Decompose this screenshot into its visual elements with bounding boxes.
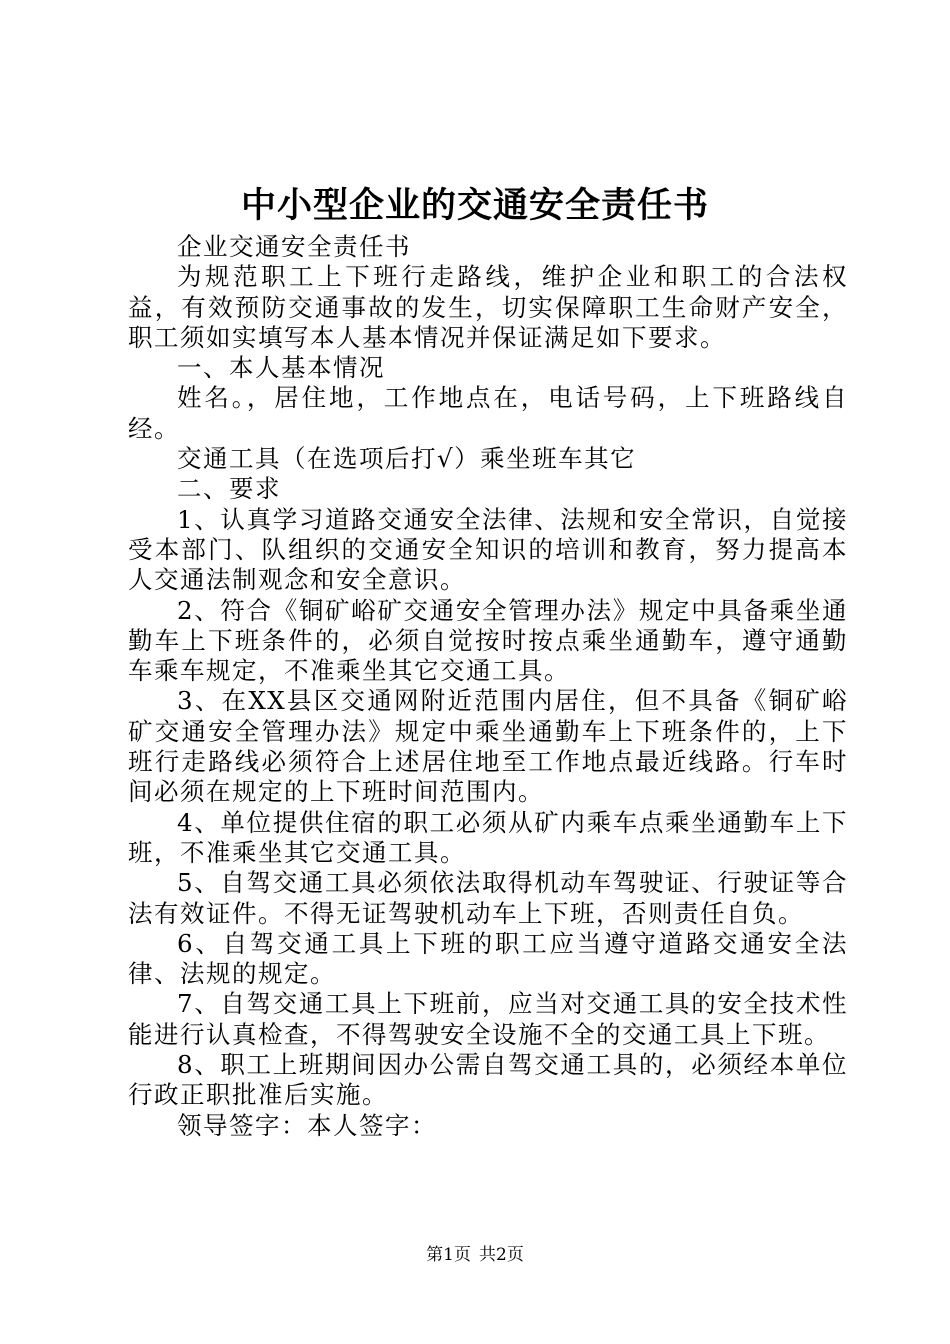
signature-line: 领导签字：本人签字： [177,1110,437,1140]
requirement-item: 7、自驾交通工具上下班前，应当对交通工具的安全技术性能进行认真检查，不得驾驶安全设施不全的交通工具上下班。 [128,989,848,1049]
basic-info-paragraph: 姓名。，居住地，工作地点在，电话号码，上下班路线自经。 [128,383,848,443]
intro-paragraph: 为规范职工上下班行走路线，维护企业和职工的合法权益，有效预防交通事故的发生，切实保障职工生命财产安全，职工须如实填写本人基本情况并保证满足如下要求。 [128,262,848,352]
requirement-item: 5、自驾交通工具必须依法取得机动车驾驶证、行驶证等合法有效证件。不得无证驾驶机动车上下班，否则责任自负。 [128,868,848,928]
section-heading-requirements: 二、要求 [177,474,281,504]
requirement-item: 8、职工上班期间因办公需自驾交通工具的，必须经本单位行政正职批准后实施。 [128,1050,848,1110]
page-title: 中小型企业的交通安全责任书 [240,185,709,226]
subtitle-paragraph: 企业交通安全责任书 [177,232,411,261]
transport-option-paragraph: 交通工具（在选项后打√）乘坐班车其它 [177,444,637,474]
section-heading-basic-info: 一、本人基本情况 [177,353,385,383]
requirement-item: 3、在XX县区交通网附近范围内居住，但不具备《铜矿峪矿交通安全管理办法》规定中乘坐通勤车上下班条件的，上下班行走路线必须符合上述居住地至工作地点最近线路。行车时间必须在规定的上下班时间范围内。 [128,686,848,807]
page-total: 共2页 [479,1245,524,1265]
requirement-item: 6、自驾交通工具上下班的职工应当遵守道路交通安全法律、法规的规定。 [128,928,848,989]
requirement-item: 1、认真学习道路交通安全法律、法规和安全常识，自觉接受本部门、队组织的交通安全知识的培训和教育，努力提高本人交通法制观念和安全意识。 [128,504,848,595]
page-footer [0,1244,950,1266]
requirement-item: 2、符合《铜矿峪矿交通安全管理办法》规定中具备乘坐通勤车上下班条件的，必须自觉按时按点乘坐通勤车，遵守通勤车乘车规定，不准乘坐其它交通工具。 [128,595,848,686]
page-number: 第1页 [426,1245,471,1265]
document-body [128,232,848,1141]
requirement-item: 4、单位提供住宿的职工必须从矿内乘车点乘坐通勤车上下班，不准乘坐其它交通工具。 [128,807,848,867]
